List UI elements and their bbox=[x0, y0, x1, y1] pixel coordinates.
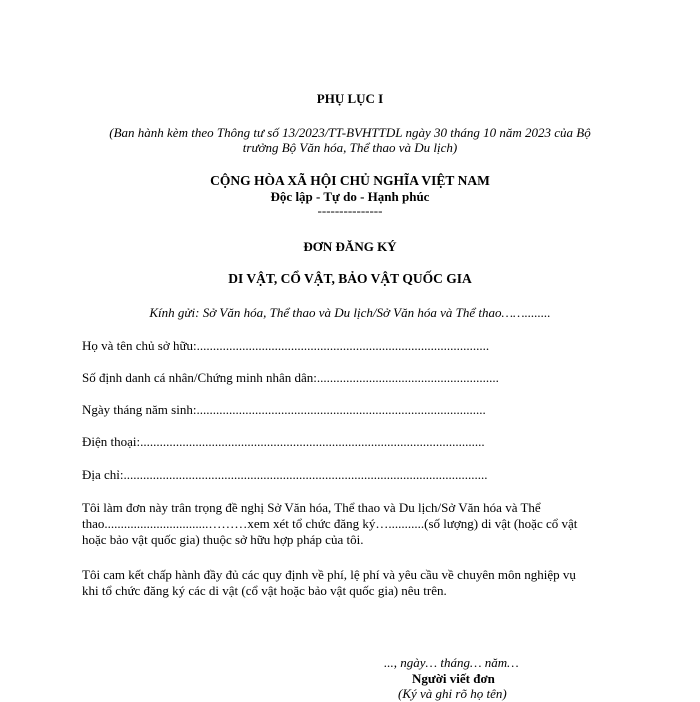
birth-date-field: Ngày tháng năm sinh:......................................................................................... bbox=[82, 402, 486, 417]
issued-by-line-1: (Ban hành kèm theo Thông tư số 13/2023/TT-BVHTTDL ngày 30 tháng 10 năm 2023 của Bộ bbox=[109, 125, 591, 140]
request-paragraph-line-3: hoặc bảo vật quốc gia) thuộc sở hữu hợp pháp của tôi. bbox=[82, 532, 364, 547]
phone-field: Điện thoại:.......................................................................................................... bbox=[82, 434, 485, 449]
form-title: ĐƠN ĐĂNG KÝ bbox=[303, 239, 397, 254]
id-number-field: Số định danh cá nhân/Chứng minh nhân dân:........................................................ bbox=[82, 370, 499, 385]
signature-date-line: ..., ngày… tháng… năm… bbox=[384, 655, 519, 670]
national-title: CỘNG HÒA XÃ HỘI CHỦ NGHĨA VIỆT NAM bbox=[210, 173, 490, 188]
signature-note: (Ký và ghi rõ họ tên) bbox=[398, 686, 507, 701]
request-paragraph-line-1: Tôi làm đơn này trân trọng đề nghị Sở Văn hóa, Thể thao và Du lịch/Sở Văn hóa và Thể bbox=[82, 500, 541, 515]
owner-name-field: Họ và tên chủ sở hữu:.......................................................................................... bbox=[82, 338, 490, 353]
request-paragraph-line-2: thao................................………xem xét tổ chức đăng ký…...........(số lượng) di vật (hoặc cổ vật bbox=[82, 516, 578, 531]
commitment-paragraph-line-1: Tôi cam kết chấp hành đầy đủ các quy định về phí, lệ phí và yêu cầu về chuyên môn nghiệp vụ bbox=[82, 567, 576, 582]
form-subtitle: DI VẬT, CỔ VẬT, BẢO VẬT QUỐC GIA bbox=[228, 271, 472, 286]
addressee-line: Kính gửi: Sở Văn hóa, Thể thao và Du lịch/Sở Văn hóa và Thể thao……........ bbox=[149, 305, 551, 320]
appendix-heading: PHỤ LỤC I bbox=[316, 91, 384, 106]
motto-separator: --------------- bbox=[317, 203, 383, 218]
issued-by-line-2: trưởng Bộ Văn hóa, Thể thao và Du lịch) bbox=[242, 140, 458, 155]
commitment-paragraph-line-2: khi tổ chức đăng ký các di vật (cổ vật hoặc bảo vật quốc gia) nêu trên. bbox=[82, 583, 447, 598]
signer-label: Người viết đơn bbox=[412, 671, 495, 686]
address-field: Địa chỉ:................................................................................................................ bbox=[82, 467, 488, 482]
national-motto: Độc lập - Tự do - Hạnh phúc bbox=[270, 189, 430, 204]
